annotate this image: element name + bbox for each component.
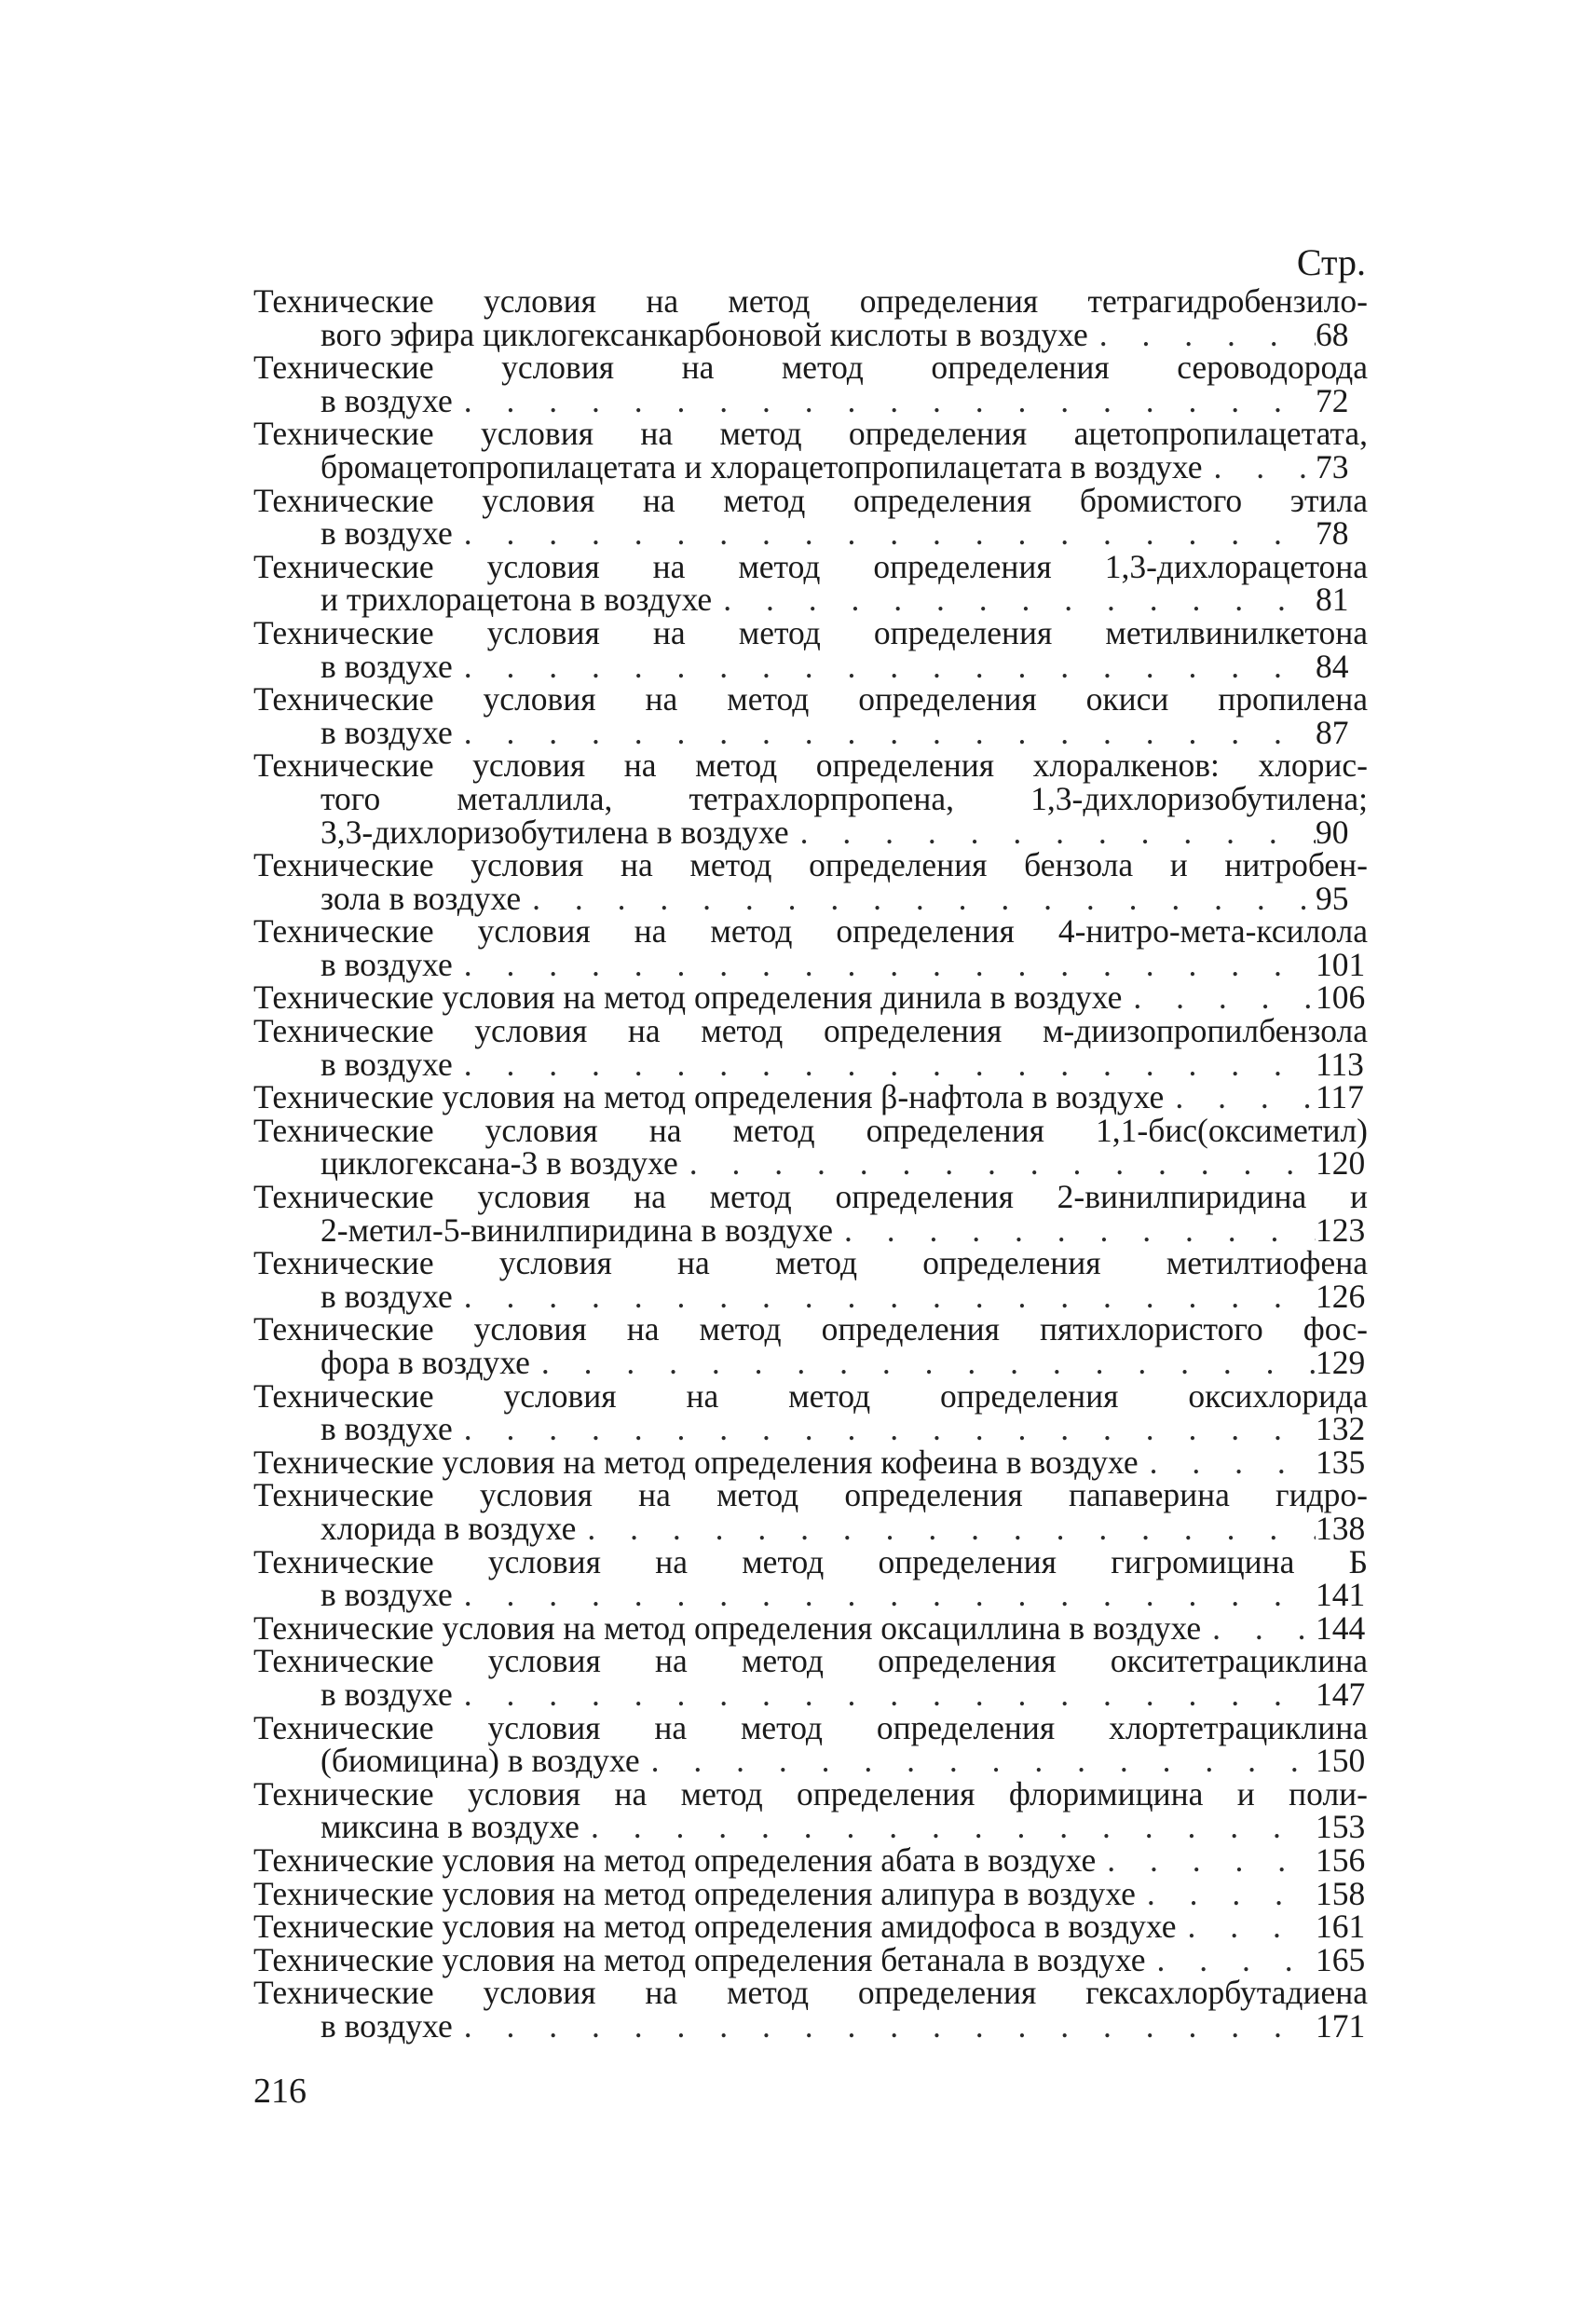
dot-leader: [453, 385, 1316, 418]
toc-entry-title-tail: (биомицина) в воздухе: [321, 1742, 640, 1780]
toc-entry-leader-line: [253, 1410, 1368, 1448]
toc-entry-line: Технические условия на метод определения 2-винилпиридина и: [253, 1178, 1368, 1216]
toc-entry-page-number: 87: [1316, 713, 1349, 751]
toc-entry-title-tail: в воздухе: [321, 1410, 453, 1448]
toc-entry-title-tail: 2-метил-5-винилпиридина в воздухе: [321, 1211, 834, 1249]
dot-leader: [1176, 1910, 1316, 1944]
toc-entry-title-tail: в воздухе: [321, 1675, 453, 1713]
toc-entry[interactable]: [253, 1244, 1368, 1315]
toc-entry-line: Технические условия на метод определения 1,3-дихлорацетона: [253, 547, 1368, 585]
toc-entry-page-number: 147: [1316, 1675, 1366, 1713]
toc-entry-leader-line: [253, 1940, 1368, 1978]
toc-entry-page-number: 150: [1316, 1742, 1366, 1780]
toc-entry[interactable]: [253, 1840, 1368, 1879]
toc-entry-title-tail: Технические условия на метод определения кофеина в воздухе: [253, 1443, 1139, 1481]
toc-entry[interactable]: [253, 746, 1368, 851]
toc-entry-page-number: 73: [1316, 447, 1349, 486]
toc-entry-page-number: 158: [1316, 1874, 1366, 1912]
dot-leader: [1139, 1446, 1316, 1480]
toc-entry-title-tail: в воздухе: [321, 2006, 453, 2045]
toc-entry-leader-line: [253, 1874, 1368, 1912]
toc-entry-leader-line: [253, 1675, 1368, 1713]
dot-leader: [1088, 319, 1316, 352]
toc-entry-leader-line: [253, 1608, 1368, 1647]
toc-entry-page-number: 84: [1316, 647, 1349, 685]
toc-entry-page-number: 126: [1316, 1277, 1366, 1315]
toc-entry-page-number: 123: [1316, 1211, 1366, 1249]
toc-entry-leader-line: [253, 713, 1368, 751]
toc-entry-title-tail: зола в воздухе: [321, 879, 522, 917]
toc-entry-page-number: 81: [1316, 581, 1349, 619]
toc-entry[interactable]: [253, 1874, 1368, 1912]
page-number: 216: [253, 2072, 307, 2111]
dot-leader: [453, 2010, 1316, 2044]
toc-entry[interactable]: [253, 680, 1368, 751]
dot-leader: [580, 1811, 1316, 1844]
dot-leader: [1136, 1878, 1316, 1911]
dot-leader: [712, 583, 1316, 617]
toc-entry[interactable]: [253, 1608, 1368, 1647]
toc-entry[interactable]: [253, 1376, 1368, 1448]
toc-entry-line: Технические условия на метод определения ацетопропилацетата,: [253, 415, 1368, 453]
toc-entry-line: Технические условия на метод определения папаверина гидро-: [253, 1476, 1368, 1514]
toc-entry-page-number: 68: [1316, 315, 1349, 353]
toc-entry[interactable]: [253, 417, 1368, 484]
table-of-contents: [253, 282, 1368, 2045]
toc-entry[interactable]: [253, 351, 1368, 417]
toc-entry[interactable]: [253, 282, 1368, 353]
toc-entry-page-number: 101: [1316, 945, 1366, 983]
toc-entry-line: Технические условия на метод определения окиси пропилена: [253, 680, 1368, 718]
toc-entry-leader-line: [253, 583, 1368, 617]
toc-entry-title-tail: Технические условия на метод определения динила в воздухе: [253, 978, 1123, 1017]
toc-entry-leader-line: [253, 514, 1368, 553]
toc-entry-line: Технические условия на метод определения 4-нитро-мета-ксилола: [253, 912, 1368, 951]
toc-entry[interactable]: [253, 1910, 1368, 1944]
toc-entry[interactable]: [253, 1476, 1368, 1547]
toc-entry-line: Технические условия на метод определения гексахлорбутадиена: [253, 1974, 1368, 2012]
toc-entry-line: Технические условия на метод определения пятихлористого фос-: [253, 1310, 1368, 1348]
dot-leader: [453, 1413, 1316, 1446]
toc-entry-title-tail: вого эфира циклогексанкарбоновой кислоты в воздухе: [321, 315, 1088, 353]
dot-leader: [576, 1512, 1316, 1546]
toc-entry-line: Технические условия на метод определения метилвинилкетона: [253, 613, 1368, 651]
toc-entry-title-tail: Технические условия на метод определения β-нафтола в воздухе: [253, 1078, 1165, 1116]
toc-entry-leader-line: [253, 1144, 1368, 1183]
toc-entry-page-number: 129: [1316, 1344, 1366, 1381]
toc-entry[interactable]: [253, 978, 1368, 1017]
toc-entry[interactable]: [253, 846, 1368, 917]
toc-entry-leader-line: [253, 945, 1368, 983]
toc-entry-leader-line: [253, 1344, 1368, 1381]
toc-entry-title-tail: в воздухе: [321, 514, 453, 553]
toc-entry[interactable]: [253, 1542, 1368, 1614]
toc-entry-line: Технические условия на метод определения бромистого этила: [253, 481, 1368, 519]
toc-entry-page-number: 95: [1316, 879, 1349, 917]
dot-leader: [678, 1147, 1316, 1181]
toc-entry[interactable]: [253, 1774, 1368, 1846]
toc-entry[interactable]: [253, 1078, 1368, 1116]
toc-entry[interactable]: [253, 912, 1368, 983]
toc-entry[interactable]: [253, 547, 1368, 619]
toc-entry-title-tail: Технические условия на метод определения амидофоса в воздухе: [253, 1908, 1177, 1946]
toc-entry-title-tail: в воздухе: [321, 945, 453, 983]
dot-leader: [453, 1579, 1316, 1612]
toc-entry-leader-line: [253, 647, 1368, 685]
dot-leader: [521, 882, 1316, 916]
dot-leader: [453, 650, 1316, 684]
toc-entry-page-number: 113: [1316, 1045, 1364, 1083]
toc-entry[interactable]: [253, 1974, 1368, 2045]
toc-entry-line: того металлила, тетрахлорпропена, 1,3-дихлоризобутилена;: [321, 779, 1368, 817]
dot-leader: [789, 816, 1316, 850]
dot-leader: [1122, 981, 1316, 1015]
toc-entry-leader-line: [253, 1045, 1368, 1083]
dot-leader: [453, 717, 1316, 750]
toc-entry-leader-line: [253, 447, 1368, 486]
toc-entry[interactable]: [253, 1940, 1368, 1978]
toc-entry-page-number: 138: [1316, 1509, 1366, 1547]
toc-entry-title-tail: 3,3-дихлоризобутилена в воздухе: [321, 813, 789, 851]
toc-entry-line: Технические условия на метод определения метилтиофена: [253, 1244, 1368, 1282]
dot-leader: [1096, 1844, 1316, 1878]
toc-entry[interactable]: [253, 1111, 1368, 1183]
toc-entry[interactable]: [253, 1443, 1368, 1481]
toc-entry[interactable]: [253, 481, 1368, 553]
toc-entry-line: Технические условия на метод определения 1,1-бис(оксиметил): [253, 1111, 1368, 1149]
toc-entry-leader-line: [253, 1808, 1368, 1846]
dot-leader: [530, 1347, 1316, 1380]
dot-leader: [453, 1280, 1316, 1314]
toc-entry-title-tail: циклогексана-3 в воздухе: [321, 1144, 678, 1183]
dot-leader: [1202, 451, 1316, 485]
toc-entry[interactable]: [253, 613, 1368, 685]
toc-entry-title-tail: в воздухе: [321, 1045, 453, 1083]
toc-entry[interactable]: [253, 1310, 1368, 1381]
toc-entry-leader-line: [253, 1443, 1368, 1481]
toc-entry-line: Технические условия на метод определения хлоралкенов: хлорис-: [253, 746, 1368, 785]
toc-entry-line: Технические условия на метод определения оксихлорида: [253, 1376, 1368, 1415]
toc-entry-page-number: 165: [1316, 1940, 1366, 1978]
toc-entry-title-tail: Технические условия на метод определения бетанала в воздухе: [253, 1940, 1146, 1978]
toc-entry-leader-line: [253, 1910, 1368, 1944]
toc-entry-leader-line: [253, 1840, 1368, 1879]
toc-entry-title-tail: Технические условия на метод определения алипура в воздухе: [253, 1874, 1136, 1912]
toc-entry-leader-line: [253, 813, 1368, 851]
toc-entry-title-tail: Технические условия на метод определения абата в воздухе: [253, 1840, 1097, 1879]
toc-entry[interactable]: [253, 1178, 1368, 1249]
toc-entry-page-number: 156: [1316, 1840, 1366, 1879]
toc-entry-title-tail: в воздухе: [321, 1576, 453, 1614]
toc-entry-title-tail: и трихлорацетона в воздухе: [321, 581, 713, 619]
toc-entry-page-number: 141: [1316, 1576, 1366, 1614]
toc-entry-page-number: 72: [1316, 381, 1349, 419]
toc-entry-title-tail: фора в воздухе: [321, 1344, 530, 1381]
toc-entry-page-number: 78: [1316, 514, 1349, 553]
toc-entry-title-tail: миксина в воздухе: [321, 1808, 580, 1846]
toc-entry-page-number: 90: [1316, 813, 1349, 851]
toc-entry-title-tail: Технические условия на метод определения оксациллина в воздухе: [253, 1608, 1202, 1647]
dot-leader: [453, 1048, 1316, 1082]
page-column-header: Стр.: [1296, 241, 1366, 283]
dot-leader: [1164, 1081, 1316, 1115]
toc-entry-leader-line: [253, 315, 1368, 353]
toc-entry-leader-line: [253, 978, 1368, 1017]
toc-entry-line: Технические условия на метод определения тетрагидробензило-: [253, 282, 1368, 320]
toc-entry-line: Технические условия на метод определения сероводорода: [253, 349, 1368, 387]
toc-entry-title-tail: в воздухе: [321, 647, 453, 685]
toc-entry-leader-line: [253, 1509, 1368, 1547]
toc-entry-line: Технические условия на метод определения флоримицина и поли-: [253, 1774, 1368, 1813]
toc-entry[interactable]: [253, 1708, 1368, 1780]
dot-leader: [453, 517, 1316, 551]
toc-entry[interactable]: [253, 1012, 1368, 1083]
toc-entry-line: Технические условия на метод определения м-диизопропилбензола: [253, 1012, 1368, 1050]
toc-entry-leader-line: [253, 1277, 1368, 1315]
dot-leader: [640, 1744, 1316, 1778]
toc-entry-page-number: 120: [1316, 1144, 1366, 1183]
toc-entry-line: Технические условия на метод определения бензола и нитробен-: [253, 846, 1368, 884]
toc-entry-page-number: 153: [1316, 1808, 1366, 1846]
toc-entry-title-tail: хлорида в воздухе: [321, 1509, 577, 1547]
toc-entry-leader-line: [253, 2006, 1368, 2045]
dot-leader: [453, 949, 1316, 982]
dot-leader: [833, 1214, 1316, 1248]
dot-leader: [453, 1678, 1316, 1712]
toc-entry-leader-line: [253, 1576, 1368, 1614]
toc-entry-leader-line: [253, 381, 1368, 419]
toc-entry-title-tail: в воздухе: [321, 381, 453, 419]
toc-entry-page-number: 161: [1316, 1908, 1366, 1946]
toc-entry-page-number: 135: [1316, 1443, 1366, 1481]
toc-entry-leader-line: [253, 1744, 1368, 1778]
toc-entry[interactable]: [253, 1642, 1368, 1713]
toc-entry-leader-line: [253, 879, 1368, 917]
toc-entry-page-number: 106: [1316, 978, 1366, 1017]
toc-entry-page-number: 171: [1316, 2006, 1366, 2045]
toc-entry-line: Технические условия на метод определения гигромицина Б: [253, 1542, 1368, 1580]
dot-leader: [1145, 1944, 1316, 1977]
toc-page: [253, 240, 1368, 2043]
dot-leader: [1201, 1612, 1316, 1646]
toc-entry-line: Технические условия на метод определения хлортетрациклина: [253, 1708, 1368, 1746]
toc-entry-page-number: 117: [1316, 1078, 1364, 1116]
toc-entry-page-number: 144: [1316, 1608, 1366, 1647]
toc-entry-title-tail: бромацетопропилацетата и хлорацетопропилацетата в воздухе: [321, 447, 1203, 486]
toc-entry-leader-line: [253, 1211, 1368, 1249]
toc-entry-title-tail: в воздухе: [321, 1277, 453, 1315]
toc-entry-title-tail: в воздухе: [321, 713, 453, 751]
toc-entry-page-number: 132: [1316, 1410, 1366, 1448]
toc-entry-leader-line: [253, 1078, 1368, 1116]
toc-entry-line: Технические условия на метод определения окситетрациклина: [253, 1642, 1368, 1680]
